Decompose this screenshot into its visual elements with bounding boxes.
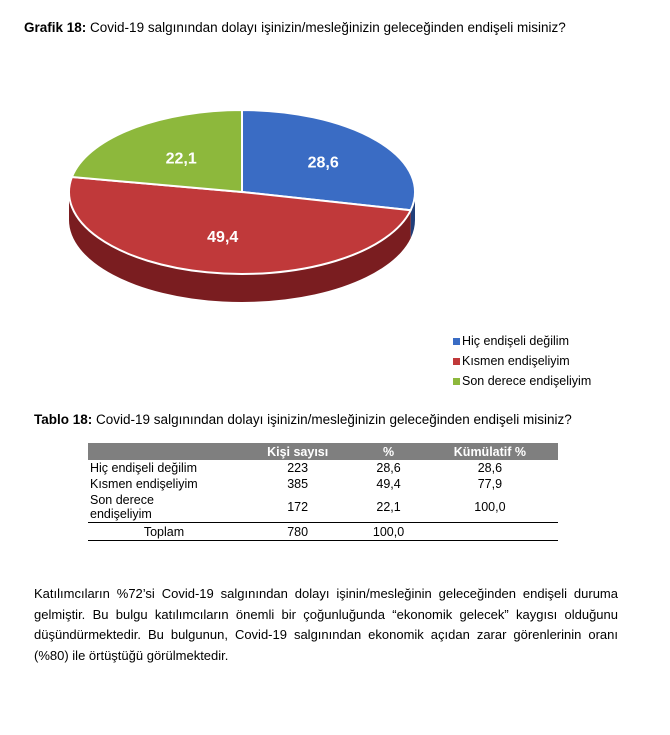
total-percent: 100,0 — [355, 523, 422, 541]
table-header-row — [88, 443, 558, 460]
slice-son-derece — [72, 110, 242, 192]
chart-title-text: Covid-19 salgınından dolayı işinizin/mesleğinizin geleceğinden endişeli misiniz? — [90, 20, 566, 35]
row-label — [88, 492, 240, 523]
table-row — [88, 492, 558, 523]
header-percent: % — [355, 443, 422, 460]
row-cumulative: 100,0 — [474, 500, 506, 514]
slice-hic-label: 28,6 — [307, 154, 339, 172]
chart-title-prefix: Grafik 18: — [24, 20, 87, 35]
legend-swatch-green — [453, 378, 460, 385]
row-label: Hiç endişeli değilim — [90, 461, 197, 475]
row-label-line2: endişeliyim — [90, 507, 152, 521]
header-cumulative: Kümülatif % — [422, 443, 558, 460]
row-cumulative: 77,9 — [477, 477, 503, 491]
results-table — [88, 443, 558, 541]
legend-item-hic — [453, 331, 591, 351]
header-count: Kişi sayısı — [240, 443, 355, 460]
table-title-prefix: Tablo 18: — [34, 412, 93, 427]
row-percent: 22,1 — [376, 500, 401, 514]
slice-kismen-label: 49,4 — [207, 229, 239, 247]
table-title — [34, 412, 654, 427]
total-label: Toplam — [88, 523, 240, 541]
header-blank — [88, 443, 240, 460]
row-cumulative: 28,6 — [477, 461, 503, 475]
row-percent: 49,4 — [376, 477, 401, 491]
legend-swatch-red — [453, 358, 460, 365]
slice-son-derece-label: 22,1 — [165, 150, 197, 168]
chart-title — [24, 20, 654, 35]
legend-label: Son derece endişeliyim — [462, 374, 592, 388]
table-title-text: Covid-19 salgınından dolayı işinizin/mesleğinizin geleceğinden endişeli misiniz? — [96, 412, 572, 427]
table-row — [88, 460, 558, 476]
row-label-line1: Son derece — [90, 493, 154, 507]
row-count: 385 — [287, 477, 309, 491]
total-count: 780 — [240, 523, 355, 541]
row-percent: 28,6 — [376, 461, 401, 475]
legend-item-son-derece — [453, 371, 591, 391]
chart-legend — [453, 331, 591, 391]
table-total-row — [88, 523, 558, 541]
body-paragraph: Katılımcıların %72’si Covid-19 salgınından dolayı işinin/mesleğinin geleceğinden endişeli duruma gelmiştir. Bu bulgu katılımcıların önemli bir çoğunluğunda “ekonomik gelecek” kaygısı olduğunu düşündürmektedir. Bu bulgunun, Covid-19 salgınından ekonomik açıdan zarar görenlerinin oranı (%80) ile örtüştüğü görülmektedir. — [34, 586, 618, 663]
legend-label: Kısmen endişeliyim — [462, 354, 570, 368]
legend-swatch-blue — [453, 338, 460, 345]
legend-item-kismen — [453, 351, 591, 371]
table-row — [88, 476, 558, 492]
row-count: 223 — [287, 461, 309, 475]
row-label: Kısmen endişeliyim — [90, 477, 198, 491]
legend-label: Hiç endişeli değilim — [462, 334, 569, 348]
row-count: 172 — [287, 500, 309, 514]
total-cumulative — [422, 523, 558, 541]
pie-chart — [50, 100, 440, 315]
